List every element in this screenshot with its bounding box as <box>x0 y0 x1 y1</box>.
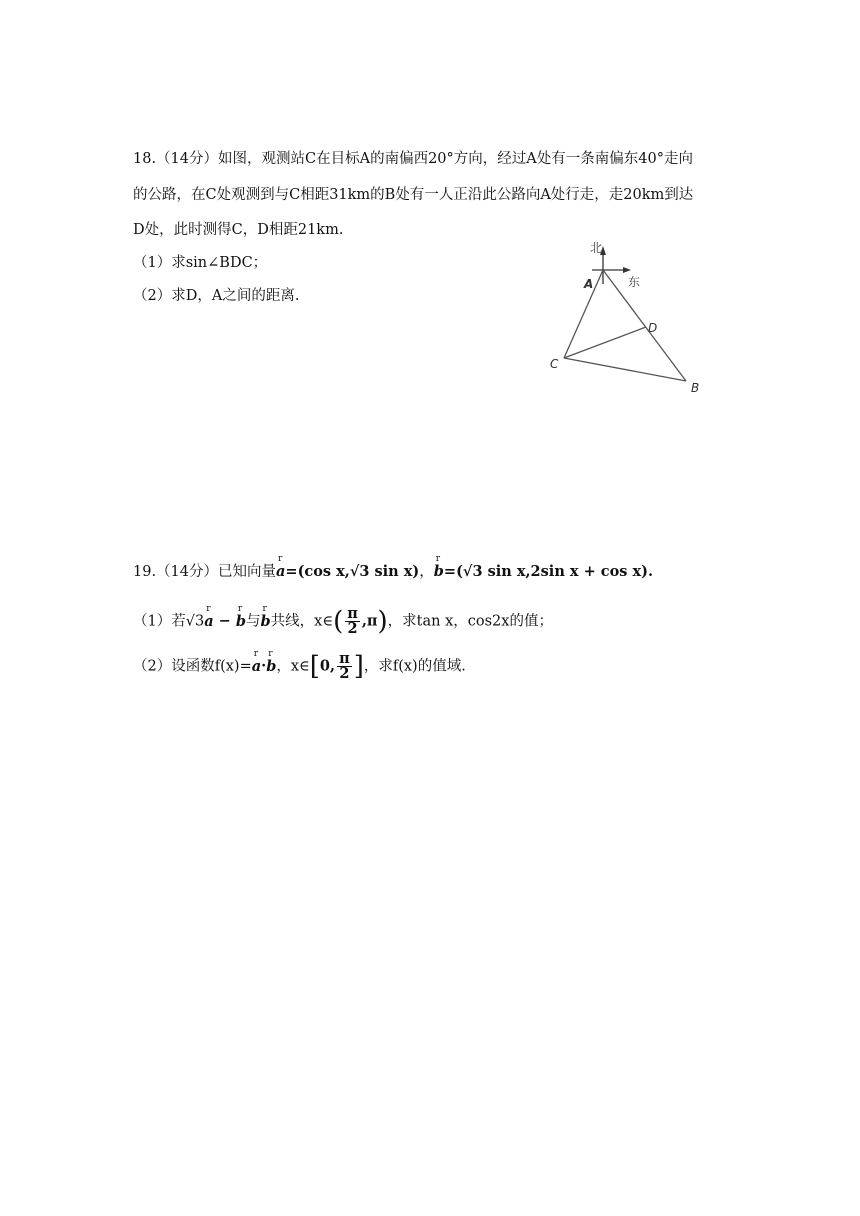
vector-b-value: =(√3 sin x,2sin x + cos x). <box>443 563 654 580</box>
q19-part-2 <box>133 652 466 681</box>
q18-part-2: （2）求D，A之间的距离. <box>133 288 300 304</box>
q19-prefix: 19.（14分）已知向量 <box>133 564 277 580</box>
open-paren: ( <box>333 606 344 637</box>
q19-p2-vector-a: r a <box>252 657 261 677</box>
q19-p2-frac-den: 2 <box>339 665 350 682</box>
q19-p1-mid: 共线，x∈ <box>270 613 334 630</box>
vector-a: r a <box>276 562 285 582</box>
open-bracket: [ <box>309 651 320 682</box>
close-bracket: ] <box>353 651 364 682</box>
q19-p1-interval-end: ,π <box>361 612 378 630</box>
q18-part-1: （1）求sin∠BDC； <box>133 255 268 271</box>
close-paren: ) <box>377 606 388 637</box>
q19-p2-interval-start: 0, <box>319 657 336 675</box>
q19-part-1 <box>133 607 553 636</box>
point-d-label: D <box>648 321 658 335</box>
q18-line-1: 18.（14分）如图，观测站C在目标A的南偏西20°方向，经过A处有一条南偏东40°走向 <box>133 151 693 167</box>
point-b-label: B <box>691 381 700 395</box>
q19-p2-frac-num: π <box>339 650 350 667</box>
q19-p2-end: ，求f(x)的值域. <box>363 658 466 675</box>
q19-p1-minus: − <box>213 612 236 630</box>
geometry-diagram <box>540 236 720 406</box>
q19-p1-frac-num: π <box>347 605 358 622</box>
q19-p1-vector-a: r a <box>204 612 213 632</box>
q19-p1-start: （1）若√3 <box>133 613 205 630</box>
q19-p2-dot: · <box>261 657 267 675</box>
q19-separator: ， <box>419 564 434 580</box>
q19-p1-vector-b2: r b <box>261 612 271 632</box>
q19-p1-end: ，求tan x，cos2x的值； <box>387 613 553 630</box>
east-label: 东 <box>628 275 641 289</box>
q18-line-3: D处，此时测得C，D相距21km. <box>133 222 344 238</box>
q19-p1-frac-den: 2 <box>347 620 358 637</box>
q19-stem <box>133 562 653 582</box>
north-label: 北 <box>590 241 603 255</box>
q18-line-2: 的公路，在C处观测到与C相距31km的B处有一人正沿此公路向A处行走，走20km到达 <box>133 187 694 203</box>
q19-p2-start: （2）设函数f(x)= <box>133 658 252 675</box>
point-c-label: C <box>550 357 559 371</box>
q19-p2-mid: ，x∈ <box>276 658 310 675</box>
q19-p1-fraction <box>345 607 360 636</box>
q19-p1-with: 与 <box>246 613 261 630</box>
q19-p2-fraction <box>337 652 352 681</box>
q19-p1-vector-b: r b <box>236 612 246 632</box>
point-a-label: A <box>584 277 594 291</box>
q19-p2-vector-b: r b <box>266 657 276 677</box>
vector-a-value: =(cos x,√3 sin x) <box>285 563 420 580</box>
vector-b: r b <box>434 562 444 582</box>
